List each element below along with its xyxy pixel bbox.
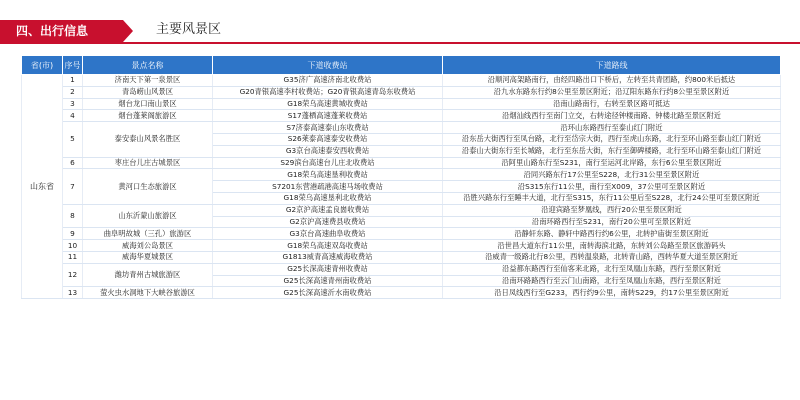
route-cell: 沿九水东路东行约8公里至景区附近；沿辽阳东路东行约8公里至景区附近 — [443, 86, 781, 98]
toll-station-cell: G18荣乌高速垦利收费站 — [213, 169, 443, 181]
scenic-spots-table — [21, 55, 781, 299]
toll-station-cell: G20青银高速李村收费站；G20青银高速青岛东收费站 — [213, 86, 443, 98]
toll-station-cell: G18荣乌高速双岛收费站 — [213, 240, 443, 252]
spot-name-cell: 潍坊青州古城旅游区 — [83, 263, 213, 287]
table-row — [22, 75, 781, 87]
table-row — [22, 204, 781, 216]
row-number-cell: 12 — [63, 263, 83, 287]
row-number-cell: 2 — [63, 86, 83, 98]
column-header-number: 序号 — [63, 56, 83, 75]
row-number-cell: 6 — [63, 157, 83, 169]
spot-name-cell: 济南天下第一泉景区 — [83, 75, 213, 87]
column-header-route: 下道路线 — [443, 56, 781, 75]
table-header-row — [22, 56, 781, 75]
toll-station-cell: G3京台高速曲阜收费站 — [213, 228, 443, 240]
table-row — [22, 98, 781, 110]
spot-name-cell: 威海华夏城景区 — [83, 251, 213, 263]
toll-station-cell: G3京台高速泰安西收费站 — [213, 145, 443, 157]
toll-station-cell: S26莱泰高速泰安收费站 — [213, 133, 443, 145]
route-cell: 沿同兴路东行17公里至S228，北行31公里至景区附近 — [443, 169, 781, 181]
route-cell: 沿泰山大街东行至长城路，北行至东岳大街，东行至御碑楼路，北行至环山路至泰山红门附近 — [443, 145, 781, 157]
spot-name-cell: 青岛崂山风景区 — [83, 86, 213, 98]
column-header-province: 省(市) — [22, 56, 63, 75]
table-row — [22, 86, 781, 98]
toll-station-cell: S29滨台高速台儿庄北收费站 — [213, 157, 443, 169]
route-cell: 沿威青一级路北行8公里，西转温泉路，北转青山路，西转华夏大道至景区附近 — [443, 251, 781, 263]
toll-station-cell: G25长深高速青州南收费站 — [213, 275, 443, 287]
table-row — [22, 110, 781, 122]
spot-name-cell: 曲阜明故城（三孔）旅游区 — [83, 228, 213, 240]
toll-station-cell: G2京沪高速孟良崮收费站 — [213, 204, 443, 216]
table-row — [22, 251, 781, 263]
route-cell: 沿阿里山路东行至S231，南行至运河北岸路，东行6公里至景区附近 — [443, 157, 781, 169]
table-row — [22, 287, 781, 299]
table-row — [22, 169, 781, 181]
table-row — [22, 240, 781, 252]
spot-name-cell: 萤火虫水洞地下大峡谷旅游区 — [83, 287, 213, 299]
route-cell: 沿胜兴路东行至睡丰大道，北行至S315，东行11公里后至S228，北行24公里可至景区附近 — [443, 192, 781, 204]
route-cell: 沿南环路路西行至云门山南路，北行至凤凰山东路，西行至景区附近 — [443, 275, 781, 287]
toll-station-cell: S7201东营港疏港高速马场收费站 — [213, 181, 443, 193]
route-cell: 沿迎宾路至梦凰线，西行20公里至景区附近 — [443, 204, 781, 216]
row-number-cell: 8 — [63, 204, 83, 228]
row-number-cell: 11 — [63, 251, 83, 263]
route-cell: 沿日凤线西行至G233，西行约9公里，南转S229，约17公里至景区附近 — [443, 287, 781, 299]
table-row — [22, 228, 781, 240]
spot-name-cell: 泰安泰山风景名胜区 — [83, 122, 213, 157]
row-number-cell: 7 — [63, 169, 83, 204]
toll-station-cell: S17蓬栖高速蓬莱收费站 — [213, 110, 443, 122]
route-cell: 沿烟汕线西行至南门立交，右转途径钟楼南路、钟楼北路至景区附近 — [443, 110, 781, 122]
route-cell: 沿世昌大道东行11公里，南转海滨北路，东转刘公岛路至景区旅游码头 — [443, 240, 781, 252]
toll-station-cell: G25长深高速沂水南收费站 — [213, 287, 443, 299]
row-number-cell: 4 — [63, 110, 83, 122]
page-header — [0, 0, 800, 44]
row-number-cell: 13 — [63, 287, 83, 299]
spot-name-cell: 枣庄台儿庄古城景区 — [83, 157, 213, 169]
toll-station-cell: G25长深高速青州收费站 — [213, 263, 443, 275]
toll-station-cell: G18荣乌高速黄城收费站 — [213, 98, 443, 110]
spot-name-cell: 烟台蓬莱阁旅游区 — [83, 110, 213, 122]
route-cell: 沿南环路西行至S231，南行20公里可至景区附近 — [443, 216, 781, 228]
section-label: 四、出行信息 — [0, 20, 123, 42]
toll-station-cell: G2京沪高速费县收费站 — [213, 216, 443, 228]
toll-station-cell: G18荣乌高速垦利北收费站 — [213, 192, 443, 204]
route-cell: 沿东岳大街西行至凤台路，北行至岱宗大街，西行至虎山东路，北行至环山路至泰山红门附近 — [443, 133, 781, 145]
route-cell: 沿静轩东路、静轩中路西行约6公里，北转护庙街至景区附近 — [443, 228, 781, 240]
row-number-cell: 10 — [63, 240, 83, 252]
province-cell: 山东省 — [22, 75, 63, 299]
header-divider — [0, 42, 800, 44]
toll-station-cell: G1813威青高速威海收费站 — [213, 251, 443, 263]
route-cell: 沿S315东行11公里，南行至X009，37公里可至景区附近 — [443, 181, 781, 193]
row-number-cell: 5 — [63, 122, 83, 157]
page-title: 主要风景区 — [156, 22, 222, 37]
toll-station-cell: S7济泰高速泰山东收费站 — [213, 122, 443, 134]
spot-name-cell: 山东沂蒙山旅游区 — [83, 204, 213, 228]
route-cell: 沿南山路南行，右转至景区路可抵达 — [443, 98, 781, 110]
route-cell: 沿顺河高架路南行，由经四路出口下桥后，左转至共青团路，约800米后抵达 — [443, 75, 781, 87]
row-number-cell: 9 — [63, 228, 83, 240]
row-number-cell: 3 — [63, 98, 83, 110]
route-cell: 沿益都东路西行至仙客来北路，北行至凤凰山东路，西行至景区附近 — [443, 263, 781, 275]
spot-name-cell: 黄河口生态旅游区 — [83, 169, 213, 204]
route-cell: 沿环山东路西行至泰山红门附近 — [443, 122, 781, 134]
table-row — [22, 263, 781, 275]
column-header-spot-name: 景点名称 — [83, 56, 213, 75]
spot-name-cell: 烟台龙口南山景区 — [83, 98, 213, 110]
table-row — [22, 122, 781, 134]
column-header-toll-station: 下道收费站 — [213, 56, 443, 75]
toll-station-cell: G35济广高速济南北收费站 — [213, 75, 443, 87]
spot-name-cell: 威海刘公岛景区 — [83, 240, 213, 252]
row-number-cell: 1 — [63, 75, 83, 87]
table-row — [22, 157, 781, 169]
